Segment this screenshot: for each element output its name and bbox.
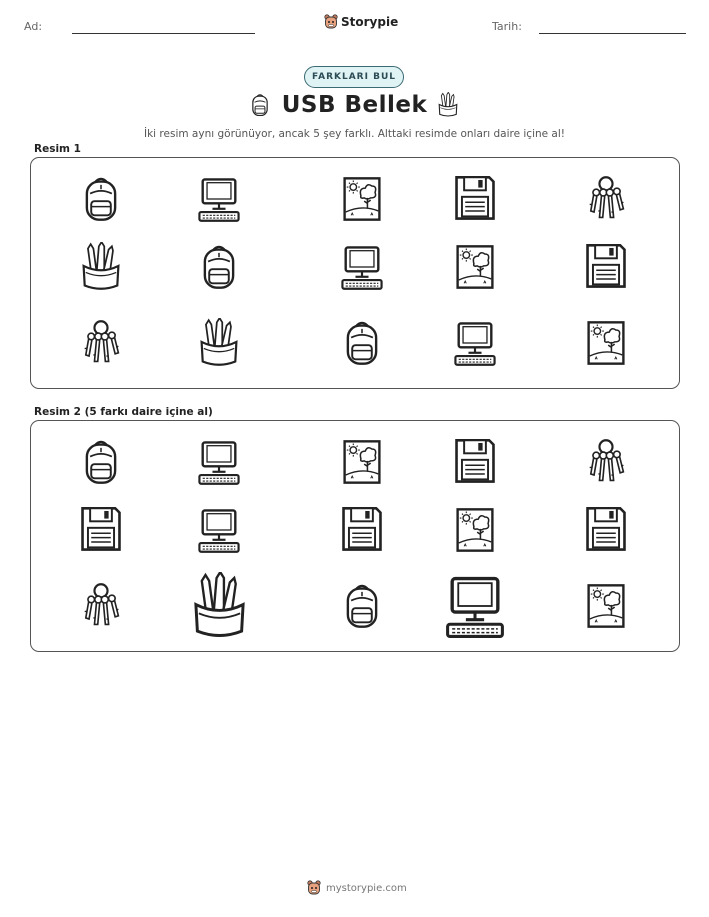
- backpack-icon: [79, 174, 123, 224]
- instructions-text: İki resim aynı görünüyor, ancak 5 şey farklı. Alttaki resimde onları daire içine al!: [144, 128, 565, 140]
- floppy-disk-icon[interactable]: [453, 437, 497, 487]
- pencil-case-icon: [197, 318, 241, 368]
- picture2-label: Resim 2 (5 farkı daire içine al): [34, 406, 213, 418]
- computer-icon: [197, 174, 241, 224]
- keys-icon[interactable]: [584, 437, 628, 487]
- pencil-case-icon: [79, 242, 123, 292]
- picture-icon: [584, 318, 628, 368]
- computer-icon: [340, 242, 384, 292]
- keys-icon: [584, 174, 628, 224]
- picture-icon[interactable]: [453, 505, 497, 555]
- floppy-disk-icon: [453, 174, 497, 224]
- footer-url: mystorypie.com: [326, 882, 407, 894]
- backpack-icon[interactable]: [340, 581, 384, 631]
- picture1-label: Resim 1: [34, 143, 81, 155]
- name-line[interactable]: [72, 33, 255, 34]
- picture-icon: [453, 242, 497, 292]
- backpack-icon: [340, 318, 384, 368]
- name-label: Ad:: [24, 20, 43, 33]
- picture2-panel[interactable]: [30, 420, 680, 652]
- floppy-disk-icon[interactable]: [584, 505, 628, 555]
- brand-name: Storypie: [341, 15, 399, 29]
- picture-icon: [340, 174, 384, 224]
- pencil-case-icon: [437, 92, 459, 118]
- computer-icon[interactable]: [197, 505, 241, 555]
- brand-logo: [324, 14, 398, 30]
- keys-icon: [79, 318, 123, 368]
- backpack-icon[interactable]: [79, 437, 123, 487]
- storypie-mascot-icon: [307, 880, 321, 896]
- computer-icon: [453, 318, 497, 368]
- floppy-disk-icon[interactable]: [340, 505, 384, 555]
- picture-icon[interactable]: [340, 437, 384, 487]
- pencil-case-icon[interactable]: [190, 572, 249, 640]
- backpack-icon: [197, 242, 241, 292]
- computer-icon[interactable]: [444, 571, 506, 641]
- date-line[interactable]: [539, 33, 686, 34]
- footer: [307, 880, 407, 896]
- keys-icon[interactable]: [79, 581, 123, 631]
- storypie-mascot-icon: [324, 14, 338, 30]
- floppy-disk-icon: [584, 242, 628, 292]
- computer-icon[interactable]: [197, 437, 241, 487]
- picture1-panel: [30, 157, 680, 389]
- picture-icon[interactable]: [584, 581, 628, 631]
- activity-badge: FARKLARI BUL: [304, 66, 404, 88]
- page-title: USB Bellek: [281, 92, 428, 118]
- floppy-disk-icon[interactable]: [79, 505, 123, 555]
- date-label: Tarih:: [492, 20, 522, 33]
